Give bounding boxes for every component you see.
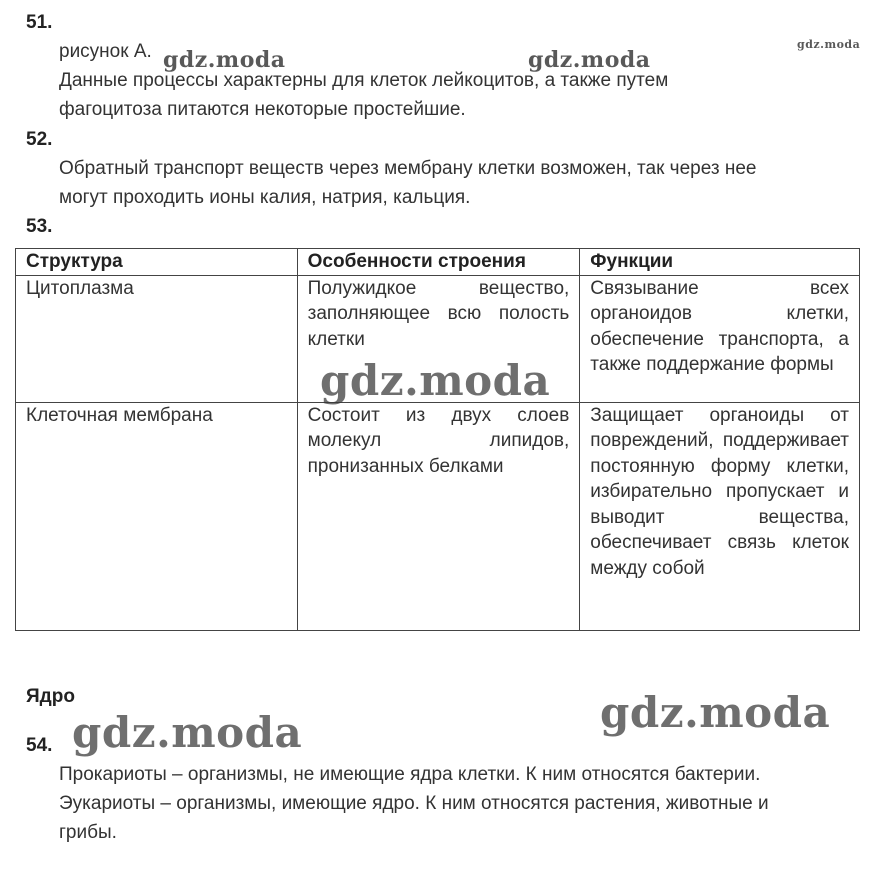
table-header-structure: Структура (16, 249, 298, 276)
table-header-row (16, 249, 860, 276)
table-cell-features: Полужидкое вещество, заполняющее всю полость клетки (297, 275, 580, 402)
table-cell-functions: Защищает органоиды от повреждений, поддерживает постоянную форму клетки, избирательно пропускает и выводит вещества, обеспечивает связь клеток между собой (580, 402, 860, 630)
structure-table (15, 248, 860, 631)
watermark-logo: gdz.moda (163, 47, 286, 73)
question-54-number: 54. (26, 735, 53, 756)
watermark-logo: gdz.moda (600, 688, 831, 737)
table-header-functions: Функции (580, 249, 860, 276)
answer-54-line-1: Прокариоты – организмы, не имеющие ядра клетки. К ним относятся бактерии. (59, 764, 761, 785)
nucleus-label: Ядро (26, 686, 75, 707)
answer-54-line-2: Эукариоты – организмы, имеющие ядро. К ним относятся растения, животные и (59, 793, 769, 814)
table-cell-structure: Клеточная мембрана (16, 402, 298, 630)
watermark-logo: gdz.moda (797, 38, 861, 51)
table-header-features: Особенности строения (297, 249, 580, 276)
answer-51-line-1: рисунок А. (59, 41, 152, 62)
table-cell-structure: Цитоплазма (16, 275, 298, 402)
answer-52-line-2: могут проходить ионы калия, натрия, кальция. (59, 187, 471, 208)
table-cell-features: Состоит из двух слоев молекул липидов, пронизанных белками (297, 402, 580, 630)
watermark-logo: gdz.moda (72, 708, 303, 757)
table-row (16, 402, 860, 630)
answer-51-line-3: фагоцитоза питаются некоторые простейшие. (59, 99, 466, 120)
answer-51-line-2: Данные процессы характерны для клеток лейкоцитов, а также путем (59, 70, 669, 91)
question-51-number: 51. (26, 12, 53, 33)
question-53-number: 53. (26, 216, 53, 237)
watermark-logo: gdz.moda (528, 47, 651, 73)
answer-54-line-3: грибы. (59, 822, 117, 843)
question-52-number: 52. (26, 129, 53, 150)
watermark-logo: gdz.moda (320, 356, 551, 405)
table-cell-functions: Связывание всех органоидов клетки, обеспечение транспорта, а также поддержание формы (580, 275, 860, 402)
answer-52-line-1: Обратный транспорт веществ через мембрану клетки возможен, так через нее (59, 158, 757, 179)
